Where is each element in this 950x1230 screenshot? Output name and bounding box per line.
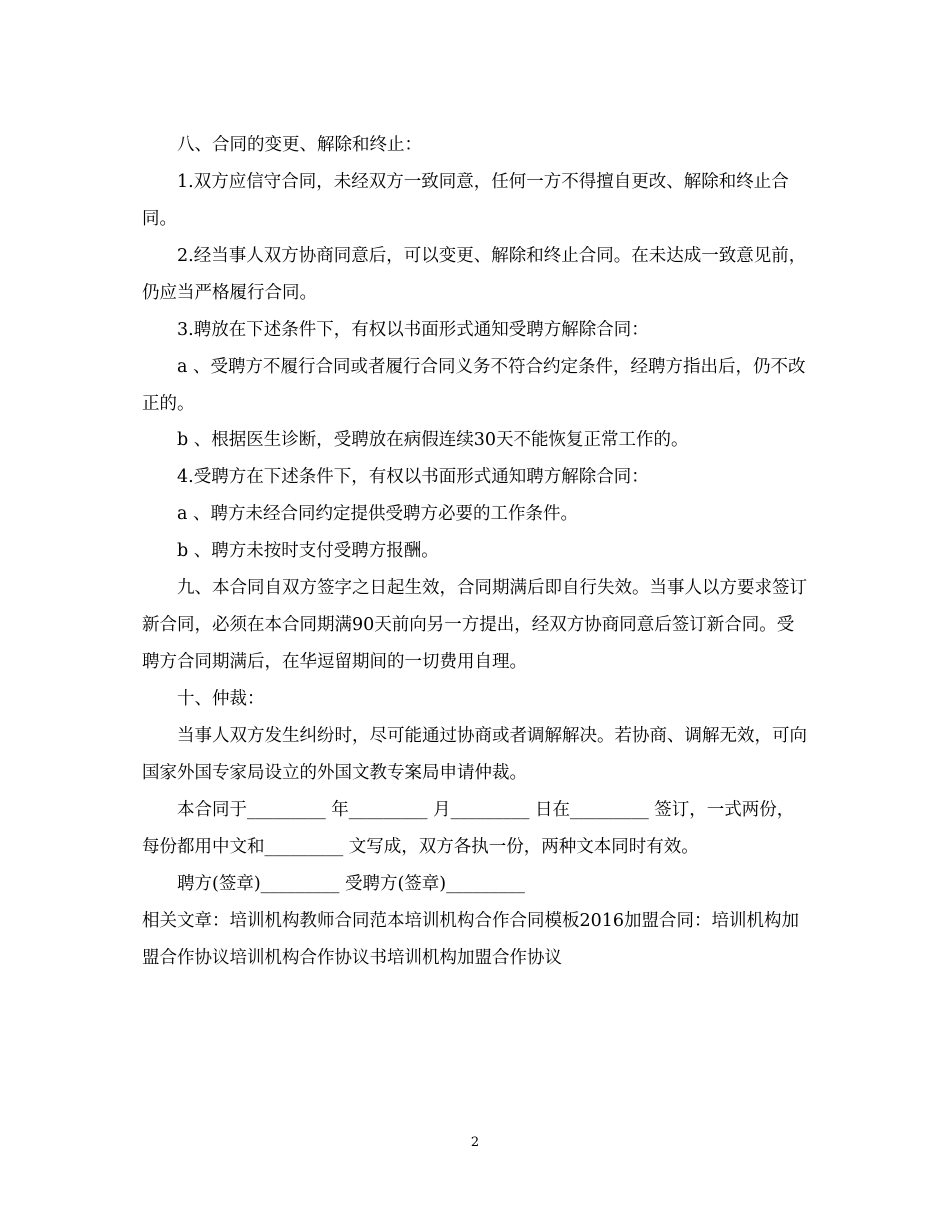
clause-8-3: 3.聘放在下述条件下，有权以书面形式通知受聘方解除合同： (177, 320, 649, 340)
section-9: 九、本合同自双方签字之日起生效，合同期满后即自行失效。当事人以方要求签订新合同，必须在本合同期满90天前向另一方提出，经双方协商同意后签订新合同。受聘方合同期满后，在华逗留期间的一切费用自理。 (142, 578, 807, 672)
section-8-heading: 八、合同的变更、解除和终止： (177, 135, 422, 155)
clause-8-2: 2.经当事人双方协商同意后，可以变更、解除和终止合同。在未达成一致意见前，仍应当严格履行合同。 (142, 246, 807, 303)
clause-8-3-a: a 、受聘方不履行合同或者履行合同义务不符合约定条件，经聘方指出后，仍不改正的。 (142, 357, 806, 414)
clause-8-4: 4.受聘方在下述条件下，有权以书面形式通知聘方解除合同： (177, 467, 649, 487)
clause-8-4-b: b 、聘方未按时支付受聘方报酬。 (177, 541, 439, 561)
arbitration-paragraph: 当事人双方发生纠纷时，尽可能通过协商或者调解解决。若协商、调解无效，可向国家外国专家局设立的外国文教专案局申请仲裁。 (142, 726, 807, 783)
clause-8-1: 1.双方应信守合同，未经双方一致同意，任何一方不得擅自更改、解除和终止合同。 (142, 172, 789, 229)
signing-paragraph: 本合同于_________ 年_________ 月_________ 日在_________ 签订，一式两份，每份都用中文和_________ 文写成，双方各执一份，两种文本同时有效。 (142, 800, 795, 857)
related-articles: 相关文章：培训机构教师合同范本培训机构合作合同模板2016加盟合同：培训机构加盟合作协议培训机构合作协议书培训机构加盟合作协议 (142, 911, 800, 968)
clause-8-4-a: a 、聘方未经合同约定提供受聘方必要的工作条件。 (177, 504, 578, 524)
section-10-heading: 十、仲裁： (177, 689, 265, 709)
signature-line: 聘方(签章)_________ 受聘方(签章)_________ (177, 874, 525, 894)
page-number: 2 (470, 1135, 480, 1150)
clause-8-3-b: b 、根据医生诊断，受聘放在病假连续30天不能恢复正常工作的。 (177, 430, 689, 450)
